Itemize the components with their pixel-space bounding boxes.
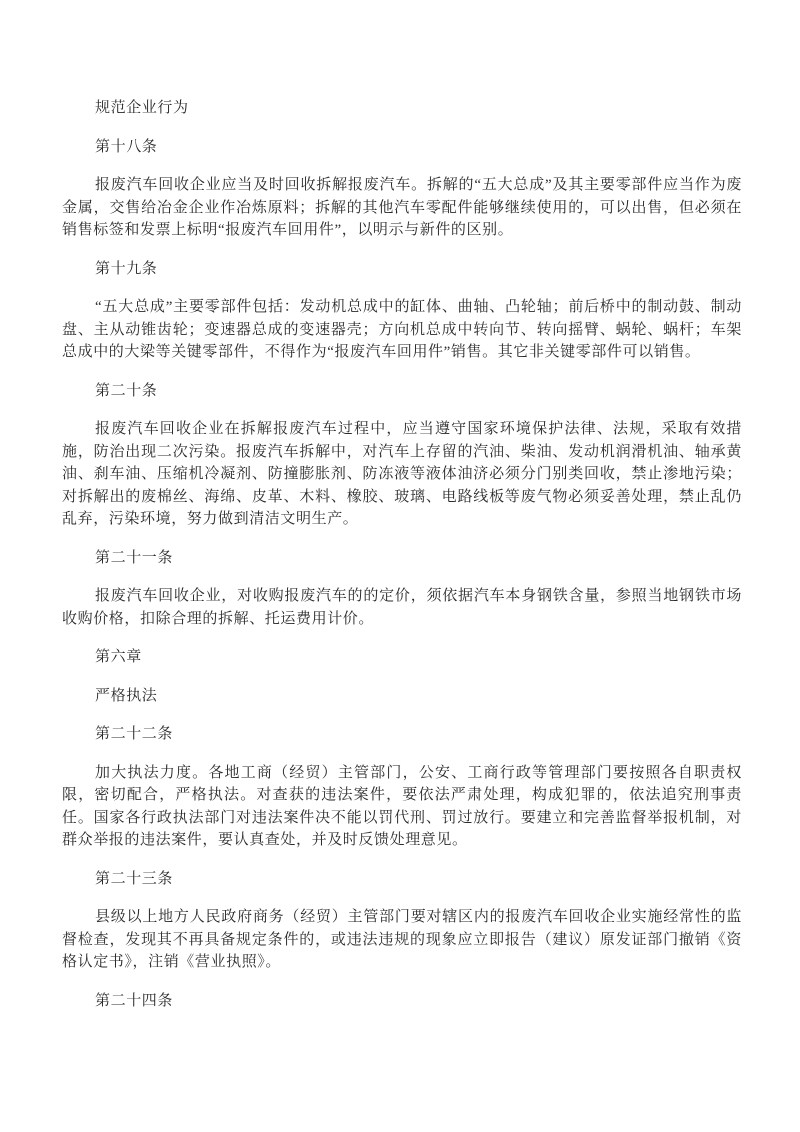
heading-article-18: 第十八条 (95, 138, 158, 155)
heading-article-20: 第二十条 (95, 382, 158, 399)
paragraph-article-18: 报废汽车回收企业应当及时回收拆解报废汽车。拆解的“五大总成”及其主要零部件应当作为废金属，交售给冶金企业作冶炼原料；拆解的其他汽车零配件能够继续使用的，可以出售，但必须在销售标签和发票上标明“报废汽车回用件”，以明示与新件的区别。 (62, 177, 742, 238)
paragraph-article-19: “五大总成”主要零部件包括：发动机总成中的缸体、曲轴、凸轮轴；前后桥中的制动鼓、制动盘、主从动锥齿轮；变速器总成的变速器壳；方向机总成中转向节、转向摇臂、蜗轮、蜗杆；车架总成中的大梁等关键零部件，不得作为“报废汽车回用件”销售。其它非关键零部件可以销售。 (62, 299, 742, 360)
paragraph-article-23: 县级以上地方人民政府商务（经贸）主管部门要对辖区内的报废汽车回收企业实施经常性的监督检查，发现其不再具备规定条件的，或违法违规的现象应立即报告（建议）原发证部门撤销《资格认定书》，注销《营业执照》。 (62, 909, 742, 970)
heading-chapter-6: 第六章 (95, 649, 142, 665)
heading-article-23: 第二十三条 (95, 870, 174, 887)
heading-strict-enforcement: 严格执法 (95, 687, 158, 704)
paragraph-article-20: 报废汽车回收企业在拆解报废汽车过程中，应当遵守国家环境保护法律、法规，采取有效措施，防治出现二次污染。报废汽车拆解中，对汽车上存留的汽油、柴油、发动机润滑机油、轴承黄油、刹车油、压缩机冷凝剂、防撞膨胀剂、防冻液等液体油济必须分门别类回收，禁止渗地污染；对拆解出的废棉丝、海绵、皮革、木料、橡胶、玻璃、电路线板等废气物必须妥善处理，禁止乱仍乱弃，污染环境，努力做到清洁文明生产。 (62, 421, 742, 527)
heading-article-19: 第十九条 (95, 260, 158, 277)
heading-article-22: 第二十二条 (95, 726, 174, 742)
heading-standardize-conduct: 规范企业行为 (95, 100, 189, 116)
heading-article-24: 第二十四条 (95, 992, 174, 1009)
paragraph-article-22: 加大执法力度。各地工商（经贸）主管部门，公安、工商行政等管理部门要按照各自职责权限，密切配合，严格执法。对查获的违法案件，要依法严肃处理，构成犯罪的，依法追究刑事责任。国家各行政执法部门对违法案件决不能以罚代刑、罚过放行。要建立和完善监督举报机制，对群众举报的违法案件，要认真查处，并及时反馈处理意见。 (62, 764, 742, 848)
paragraph-article-21: 报废汽车回收企业，对收购报废汽车的的定价，须依据汽车本身钢铁含量，参照当地钢铁市场收购价格，扣除合理的拆解、托运费用计价。 (62, 588, 742, 627)
heading-article-21: 第二十一条 (95, 549, 174, 566)
